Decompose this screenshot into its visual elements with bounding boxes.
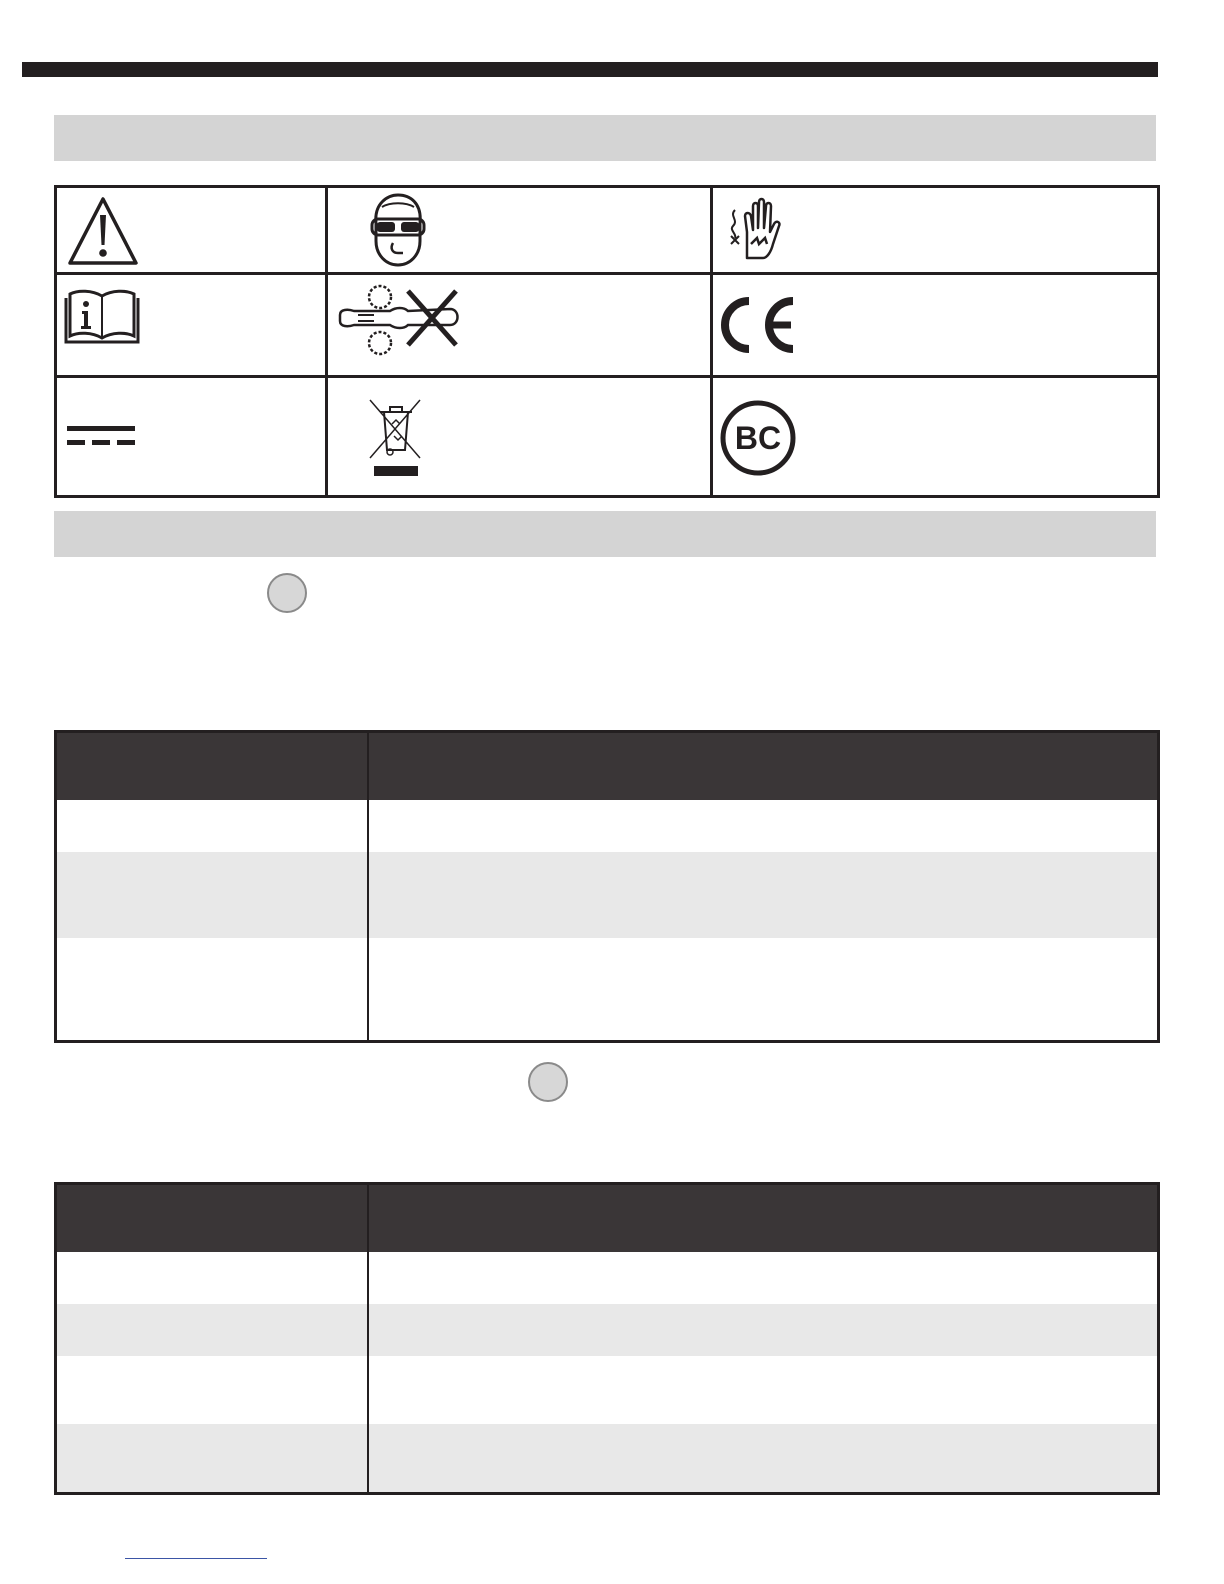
spec-table-2 [54, 1182, 1160, 1495]
symbol-cell-dc [57, 378, 325, 495]
read-manual-icon [64, 288, 140, 344]
symbol-cell-warning [57, 188, 325, 272]
table-row [57, 1252, 1157, 1304]
svg-text:BC: BC [734, 420, 782, 456]
column-divider [367, 733, 369, 1040]
table-row [57, 1304, 1157, 1356]
table-row [57, 1424, 1157, 1492]
symbols-table [54, 185, 1160, 498]
bc-mark-icon [718, 398, 798, 478]
symbol-cell-weee [328, 378, 710, 495]
symbol-cell-goggles [328, 188, 710, 272]
symbol-cell-ce [713, 275, 1157, 375]
footer-link[interactable] [125, 1558, 267, 1559]
callout-badge [528, 1062, 568, 1102]
top-rule [22, 62, 1158, 77]
table-row [57, 852, 1157, 938]
section-header-specifications [54, 511, 1156, 557]
symbol-cell-manual [57, 275, 325, 375]
spec-table-1 [54, 730, 1160, 1043]
callout-badge [267, 573, 307, 613]
symbol-cell-hand-hazard [713, 188, 1157, 272]
safety-goggles-icon [368, 193, 428, 269]
symbol-cell-no-chainsaw [328, 275, 710, 375]
column-divider [367, 1185, 369, 1492]
table-row [57, 800, 1157, 852]
table-header [57, 733, 1157, 800]
table-row [57, 938, 1157, 1040]
ce-mark-icon [719, 295, 799, 355]
table-row [57, 1356, 1157, 1424]
section-header-symbols [54, 115, 1156, 161]
symbol-cell-bc [713, 378, 1157, 495]
direct-current-icon [67, 426, 135, 450]
warning-triangle-icon [67, 195, 139, 267]
weee-crossed-bin-icon [368, 398, 424, 478]
table-header [57, 1185, 1157, 1252]
no-chain-saw-usage-icon [334, 279, 466, 373]
hand-cut-hazard-icon [725, 196, 789, 266]
